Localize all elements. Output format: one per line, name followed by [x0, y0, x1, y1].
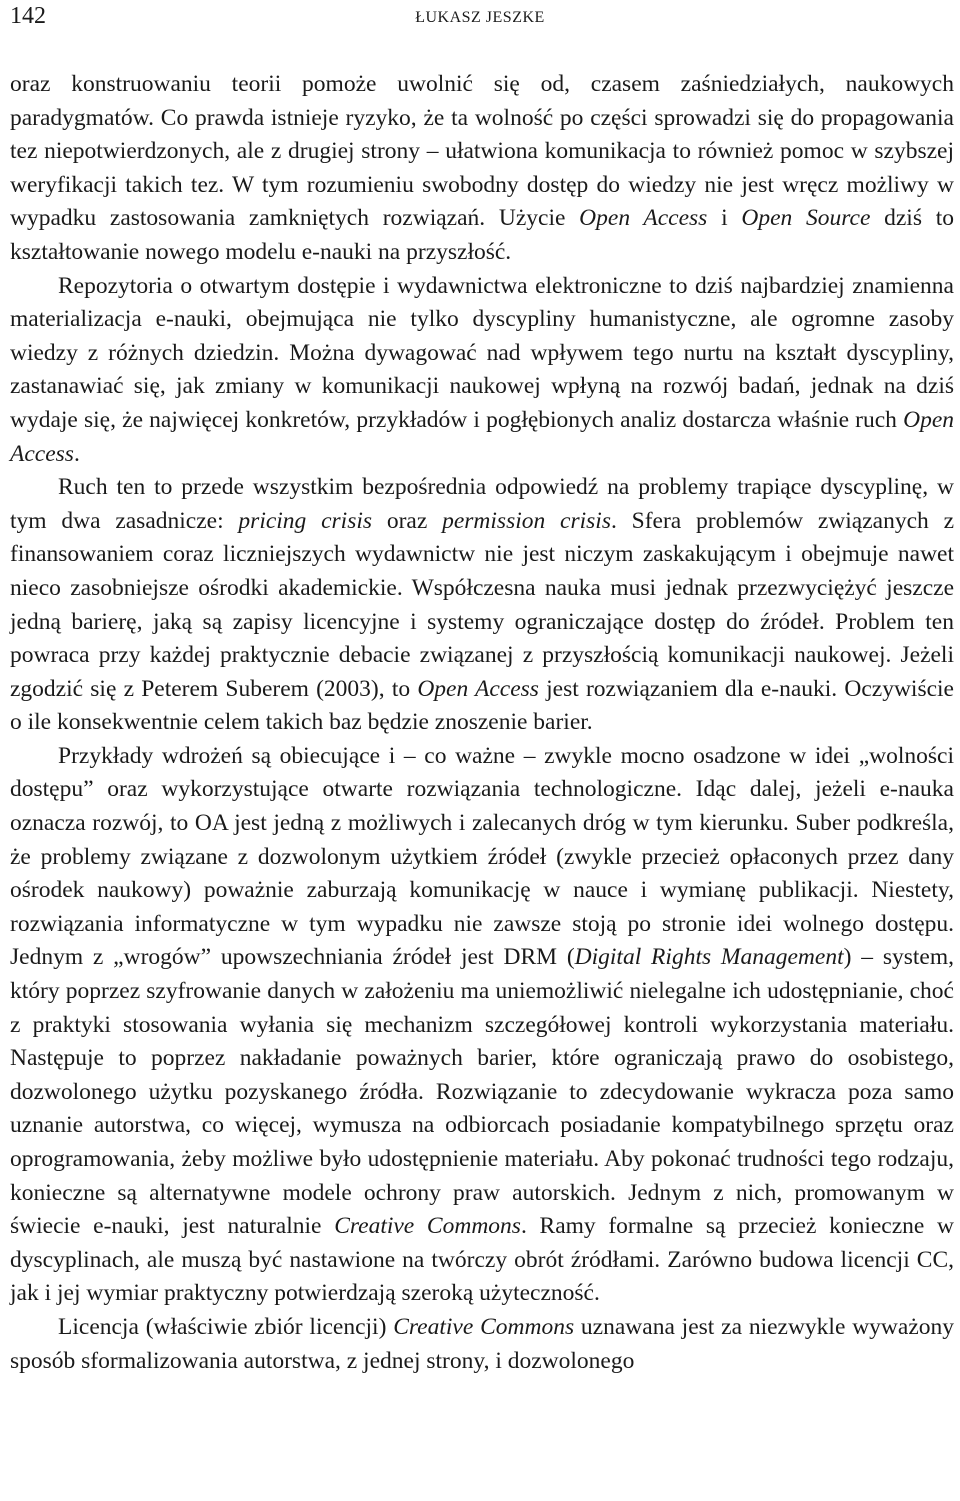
text-segment: Licencja (właściwie zbiór licencji) — [58, 1313, 394, 1340]
text-segment: jest rozwiązaniem dla e-nauki. Oczywiście o ile konsekwentnie celem takich baz będzie znoszenie barier. — [10, 675, 954, 736]
text-segment: i — [707, 205, 742, 232]
paragraph — [10, 270, 954, 472]
running-head: ŁUKASZ JESZKE — [415, 9, 545, 26]
italic-term: Open Source — [741, 205, 871, 232]
italic-term: Digital Rights Management — [574, 944, 844, 971]
italic-term: Open Access — [417, 675, 539, 702]
page-number: 142 — [10, 3, 46, 29]
italic-term: pricing crisis — [238, 507, 373, 534]
text-segment: . Sfera problemów związanych z finansowaniem coraz liczniejszych wydawnictw nie jest niczym zaskakującym i obejmuje nawet nieco zasobniejsze ośrodki akademickie. Współczesna nauka musi jednak przezwyciężyć jeszcze jedną barierę, jaką są zapisy licencyjne i systemy ograniczające dostęp do źródeł. Problem ten powraca przy każdej praktycznie debacie związanej z przyszłością komunikacji naukowej. Jeżeli zgodzić się z Peterem Suberem (2003), to — [10, 507, 955, 702]
italic-term: Creative Commons — [334, 1213, 521, 1240]
text-segment: uznawana jest za niezwykle wyważony sposób sformalizowania autorstwa, z jednej strony, i dozwolonego — [10, 1313, 955, 1374]
text-segment: oraz — [372, 507, 443, 534]
text-segment: ) – system, który poprzez szyfrowanie danych w założeniu ma uniemożliwić nielegalne ich udostępnianie, choć z praktyki stosowania wyłania się mechanizm szczegółowej kontroli wykorzystania materiału. Następuje to poprzez nakładanie poważnych barier, które ograniczają prawo do osobistego, dozwolonego użytku pozyskanego źródła. Rozwiązanie to zdecydowanie wykracza poza samo uznanie autorstwa, co więcej, wymusza na odbiorcach posiadanie kompatybilnego sprzętu oraz oprogramowania, żeby możliwe było udostępnienie materiału. Aby pokonać trudności tego rodzaju, konieczne są alternatywne modele ochrony praw autorskich. Jednym z nich, promowanym w świecie e-nauki, jest naturalnie — [10, 944, 954, 1240]
text-segment: oraz konstruowaniu teorii pomoże uwolnić się od, czasem zaśniedziałych, naukowych paradygmatów. Co prawda istnieje ryzyko, że ta wolność po części sprowadzi się do propagowania tez niepotwierdzonych, ale z drugiej strony – ułatwiona komunikacja to również pomoc w szybszej weryfikacji takich tez. W tym rozumieniu swobodny dostęp do wiedzy nie jest wręcz możliwy w wypadku zastosowania zamkniętych rozwiązań. Użycie — [10, 71, 954, 232]
text-segment: Ruch ten to przede wszystkim bezpośrednia odpowiedź na problemy trapiące dyscyplinę, w tym dwa zasadnicze: — [10, 474, 954, 534]
paragraph — [10, 471, 954, 740]
italic-term: permission crisis — [442, 507, 611, 534]
text-segment: . Ramy formalne są przecież konieczne w dyscyplinach, ale muszą być nastawione na twórczy obrót źródłami. Zarówno budowa licencji CC, jak i jej wymiar praktyczny potwierdzają szeroką użyteczność. — [10, 1213, 955, 1307]
italic-term: Open Access — [579, 205, 708, 232]
text-segment: dziś to kształtowanie nowego modelu e-nauki na przyszłość. — [10, 205, 954, 265]
body-text — [10, 68, 954, 1378]
text-segment: . — [73, 440, 80, 467]
page-header — [0, 0, 960, 40]
text-segment: Repozytoria o otwartym dostępie i wydawnictwa elektroniczne to dziś najbardziej znamienna materializacja e-nauki, obejmująca nie tylko dyscypliny humanistyczne, ale ogromne zasoby wiedzy z różnych dziedzin. Można dywagować nad wpływem tego nurtu na kształt dyscypliny, zastanawiać się, jak zmiany w komunikacji naukowej wpłyną na rozwój badań, jednak na dziś wydaje się, że najwięcej konkretów, przykładów i pogłębionych analiz dostarcza właśnie ruch — [10, 272, 954, 433]
text-segment: Przykłady wdrożeń są obiecujące i – co ważne – zwykle mocno osadzone w idei „wolności dostępu” oraz wykorzystujące otwarte rozwiązania technologiczne. Idąc dalej, jeżeli e-nauka oznacza rozwój, to OA jest jedną z możliwych i zalecanych dróg w tym kierunku. Suber podkreśla, że problemy związane z dozwolonym użytkiem źródeł (zwykle przecież opłaconych przez dany ośrodek naukowy) poważnie zaburzają komunikację w nauce i wymianę publikacji. Niestety, rozwiązania informatyczne w tym wypadku nie zawsze stoją po stronie idei wolnego dostępu. Jednym z „wrogów” upowszechniania źródeł jest DRM ( — [10, 742, 954, 971]
paragraph — [10, 68, 954, 270]
paragraph — [10, 740, 954, 1311]
italic-term: Open Access — [10, 406, 954, 467]
italic-term: Creative Commons — [393, 1313, 575, 1340]
paragraph — [10, 1311, 954, 1378]
